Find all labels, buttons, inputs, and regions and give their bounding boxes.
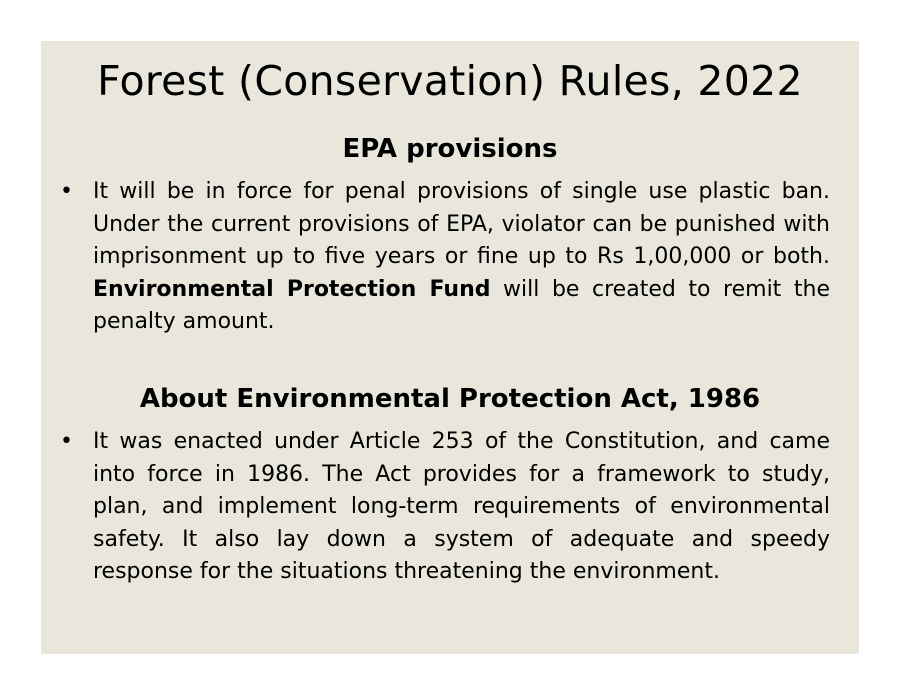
bullet-text-part2: will be created to remit the penalty amount.	[93, 276, 830, 334]
slide	[41, 41, 859, 654]
bullet-text-part1: It will be in force for penal provisions of single use plastic ban. Under the current provisions of EPA, violator can be punished with imprisonment up to five years or fine up to Rs 1,00,000 or both.	[93, 179, 830, 269]
section-heading-epa-provisions: EPA provisions	[342, 134, 558, 164]
section-heading-about-epa: About Environmental Protection Act, 1986	[139, 384, 761, 414]
bullet-text-bold: Environmental Protection Fund	[93, 276, 491, 302]
slide-title: Forest (Conservation) Rules, 2022	[97, 57, 803, 105]
bullet-text: It was enacted under Article 253 of the Constitution, and came into force in 1986. The Act provides for a framework to study, plan, and implement long-term requirements of environmental safety. It also lay down a system of adequate and speedy response for the situations threatening the environment.	[93, 429, 830, 584]
bullet-marker: •	[60, 179, 73, 204]
bullet-about-epa	[60, 426, 830, 589]
bullet-epa-provisions	[60, 176, 830, 339]
bullet-marker: •	[60, 429, 73, 454]
